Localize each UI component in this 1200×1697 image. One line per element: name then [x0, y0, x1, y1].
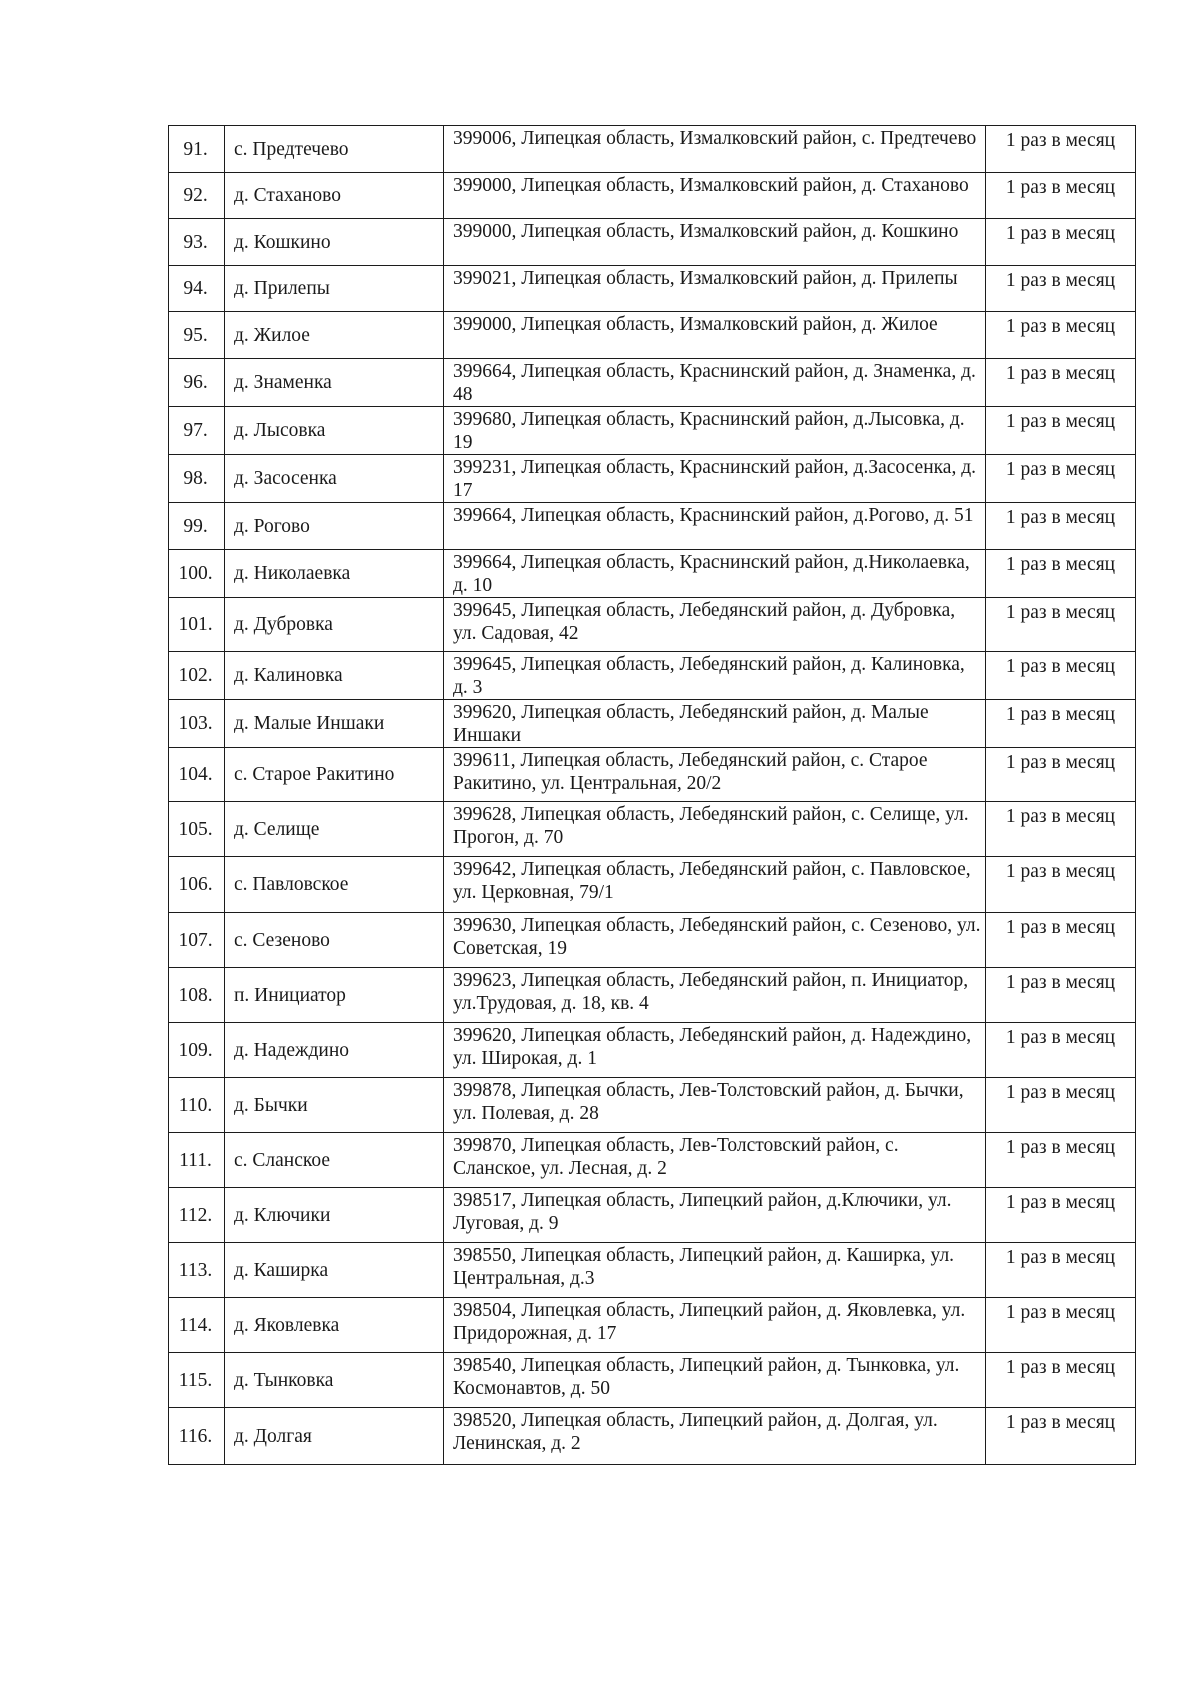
settlement-address: 399630, Липецкая область, Лебедянский район, с. Сезеново, ул. Советская, 19: [444, 913, 986, 968]
settlement-name: д. Кошкино: [225, 219, 444, 266]
settlement-name: д. Николаевка: [225, 550, 444, 598]
visit-frequency: 1 раз в месяц: [986, 1133, 1136, 1188]
visit-frequency: 1 раз в месяц: [986, 1188, 1136, 1243]
visit-frequency: 1 раз в месяц: [986, 219, 1136, 266]
settlement-address: 398520, Липецкая область, Липецкий район, д. Долгая, ул. Ленинская, д. 2: [444, 1408, 986, 1465]
settlement-address: 399000, Липецкая область, Измалковский район, д. Стаханово: [444, 173, 986, 219]
row-number: 107.: [169, 913, 225, 968]
table-row: [169, 266, 1136, 312]
visit-frequency: 1 раз в месяц: [986, 913, 1136, 968]
settlement-address: 399620, Липецкая область, Лебедянский район, д. Малые Иншаки: [444, 700, 986, 748]
visit-frequency: 1 раз в месяц: [986, 455, 1136, 503]
settlement-address: 399021, Липецкая область, Измалковский район, д. Прилепы: [444, 266, 986, 312]
row-number: 96.: [169, 359, 225, 407]
settlement-name: д. Яковлевка: [225, 1298, 444, 1353]
table-row: [169, 173, 1136, 219]
settlement-name: с. Сланское: [225, 1133, 444, 1188]
table-row: [169, 1133, 1136, 1188]
row-number: 106.: [169, 857, 225, 913]
settlement-address: 399000, Липецкая область, Измалковский район, д. Кошкино: [444, 219, 986, 266]
settlement-address: 398504, Липецкая область, Липецкий район, д. Яковлевка, ул. Придорожная, д. 17: [444, 1298, 986, 1353]
settlement-address: 399006, Липецкая область, Измалковский район, с. Предтечево: [444, 126, 986, 173]
settlement-address: 399231, Липецкая область, Краснинский район, д.Засосенка, д. 17: [444, 455, 986, 503]
settlement-address: 398540, Липецкая область, Липецкий район, д. Тынковка, ул. Космонавтов, д. 50: [444, 1353, 986, 1408]
row-number: 112.: [169, 1188, 225, 1243]
settlement-address: 399000, Липецкая область, Измалковский район, д. Жилое: [444, 312, 986, 359]
settlement-address: 399645, Липецкая область, Лебедянский район, д. Калиновка, д. 3: [444, 652, 986, 700]
table-row: [169, 126, 1136, 173]
visit-frequency: 1 раз в месяц: [986, 503, 1136, 550]
table-row: [169, 219, 1136, 266]
row-number: 92.: [169, 173, 225, 219]
visit-frequency: 1 раз в месяц: [986, 550, 1136, 598]
visit-frequency: 1 раз в месяц: [986, 968, 1136, 1023]
settlement-name: д. Долгая: [225, 1408, 444, 1465]
table-row: [169, 968, 1136, 1023]
row-number: 100.: [169, 550, 225, 598]
visit-frequency: 1 раз в месяц: [986, 173, 1136, 219]
table-row: [169, 700, 1136, 748]
settlement-name: д. Знаменка: [225, 359, 444, 407]
row-number: 98.: [169, 455, 225, 503]
settlement-address: 399664, Липецкая область, Краснинский район, д.Рогово, д. 51: [444, 503, 986, 550]
settlement-name: д. Ключики: [225, 1188, 444, 1243]
settlement-name: д. Селище: [225, 802, 444, 857]
visit-frequency: 1 раз в месяц: [986, 1353, 1136, 1408]
row-number: 116.: [169, 1408, 225, 1465]
row-number: 91.: [169, 126, 225, 173]
settlement-name: с. Предтечево: [225, 126, 444, 173]
visit-frequency: 1 раз в месяц: [986, 802, 1136, 857]
settlements-table-body: [169, 126, 1136, 1465]
settlement-name: д. Надеждино: [225, 1023, 444, 1078]
visit-frequency: 1 раз в месяц: [986, 700, 1136, 748]
row-number: 103.: [169, 700, 225, 748]
settlement-name: д. Бычки: [225, 1078, 444, 1133]
settlement-name: д. Прилепы: [225, 266, 444, 312]
settlement-name: д. Стаханово: [225, 173, 444, 219]
visit-frequency: 1 раз в месяц: [986, 359, 1136, 407]
settlement-address: 399870, Липецкая область, Лев-Толстовский район, с. Сланское, ул. Лесная, д. 2: [444, 1133, 986, 1188]
row-number: 111.: [169, 1133, 225, 1188]
row-number: 95.: [169, 312, 225, 359]
visit-frequency: 1 раз в месяц: [986, 1243, 1136, 1298]
settlement-name: д. Рогово: [225, 503, 444, 550]
visit-frequency: 1 раз в месяц: [986, 312, 1136, 359]
table-row: [169, 550, 1136, 598]
settlement-name: д. Тынковка: [225, 1353, 444, 1408]
visit-frequency: 1 раз в месяц: [986, 1078, 1136, 1133]
settlement-name: д. Лысовка: [225, 407, 444, 455]
table-row: [169, 748, 1136, 802]
row-number: 113.: [169, 1243, 225, 1298]
table-row: [169, 455, 1136, 503]
settlement-address: 399642, Липецкая область, Лебедянский район, с. Павловское, ул. Церковная, 79/1: [444, 857, 986, 913]
row-number: 114.: [169, 1298, 225, 1353]
row-number: 97.: [169, 407, 225, 455]
visit-frequency: 1 раз в месяц: [986, 748, 1136, 802]
visit-frequency: 1 раз в месяц: [986, 598, 1136, 652]
row-number: 94.: [169, 266, 225, 312]
settlement-name: д. Калиновка: [225, 652, 444, 700]
table-row: [169, 598, 1136, 652]
settlement-address: 399611, Липецкая область, Лебедянский район, с. Старое Ракитино, ул. Центральная, 20/2: [444, 748, 986, 802]
row-number: 102.: [169, 652, 225, 700]
visit-frequency: 1 раз в месяц: [986, 126, 1136, 173]
table-row: [169, 913, 1136, 968]
settlement-address: 399620, Липецкая область, Лебедянский район, д. Надеждино, ул. Широкая, д. 1: [444, 1023, 986, 1078]
table-row: [169, 312, 1136, 359]
visit-frequency: 1 раз в месяц: [986, 266, 1136, 312]
row-number: 115.: [169, 1353, 225, 1408]
settlement-address: 399664, Липецкая область, Краснинский район, д.Николаевка, д. 10: [444, 550, 986, 598]
table-row: [169, 1408, 1136, 1465]
settlement-name: д. Засосенка: [225, 455, 444, 503]
settlement-name: д. Дубровка: [225, 598, 444, 652]
visit-frequency: 1 раз в месяц: [986, 1023, 1136, 1078]
table-row: [169, 1353, 1136, 1408]
settlement-address: 399664, Липецкая область, Краснинский район, д. Знаменка, д. 48: [444, 359, 986, 407]
settlement-name: с. Старое Ракитино: [225, 748, 444, 802]
settlement-name: п. Инициатор: [225, 968, 444, 1023]
table-row: [169, 407, 1136, 455]
settlement-name: с. Сезеново: [225, 913, 444, 968]
settlement-address: 398550, Липецкая область, Липецкий район, д. Каширка, ул. Центральная, д.3: [444, 1243, 986, 1298]
visit-frequency: 1 раз в месяц: [986, 1298, 1136, 1353]
visit-frequency: 1 раз в месяц: [986, 857, 1136, 913]
row-number: 99.: [169, 503, 225, 550]
visit-frequency: 1 раз в месяц: [986, 652, 1136, 700]
settlement-name: д. Каширка: [225, 1243, 444, 1298]
visit-frequency: 1 раз в месяц: [986, 1408, 1136, 1465]
table-row: [169, 802, 1136, 857]
row-number: 109.: [169, 1023, 225, 1078]
settlement-address: 399628, Липецкая область, Лебедянский район, с. Селище, ул. Прогон, д. 70: [444, 802, 986, 857]
table-row: [169, 503, 1136, 550]
table-row: [169, 1188, 1136, 1243]
row-number: 105.: [169, 802, 225, 857]
row-number: 104.: [169, 748, 225, 802]
settlement-name: д. Жилое: [225, 312, 444, 359]
table-row: [169, 1243, 1136, 1298]
settlement-address: 399878, Липецкая область, Лев-Толстовский район, д. Бычки, ул. Полевая, д. 28: [444, 1078, 986, 1133]
settlement-address: 399680, Липецкая область, Краснинский район, д.Лысовка, д. 19: [444, 407, 986, 455]
settlement-address: 398517, Липецкая область, Липецкий район, д.Ключики, ул. Луговая, д. 9: [444, 1188, 986, 1243]
settlement-name: с. Павловское: [225, 857, 444, 913]
table-row: [169, 1023, 1136, 1078]
settlement-name: д. Малые Иншаки: [225, 700, 444, 748]
table-row: [169, 359, 1136, 407]
row-number: 101.: [169, 598, 225, 652]
table-row: [169, 857, 1136, 913]
table-row: [169, 1298, 1136, 1353]
settlement-address: 399645, Липецкая область, Лебедянский район, д. Дубровка, ул. Садовая, 42: [444, 598, 986, 652]
row-number: 93.: [169, 219, 225, 266]
table-row: [169, 1078, 1136, 1133]
table-row: [169, 652, 1136, 700]
settlement-address: 399623, Липецкая область, Лебедянский район, п. Инициатор, ул.Трудовая, д. 18, кв. 4: [444, 968, 986, 1023]
settlements-table: [168, 125, 1136, 1465]
visit-frequency: 1 раз в месяц: [986, 407, 1136, 455]
row-number: 108.: [169, 968, 225, 1023]
row-number: 110.: [169, 1078, 225, 1133]
